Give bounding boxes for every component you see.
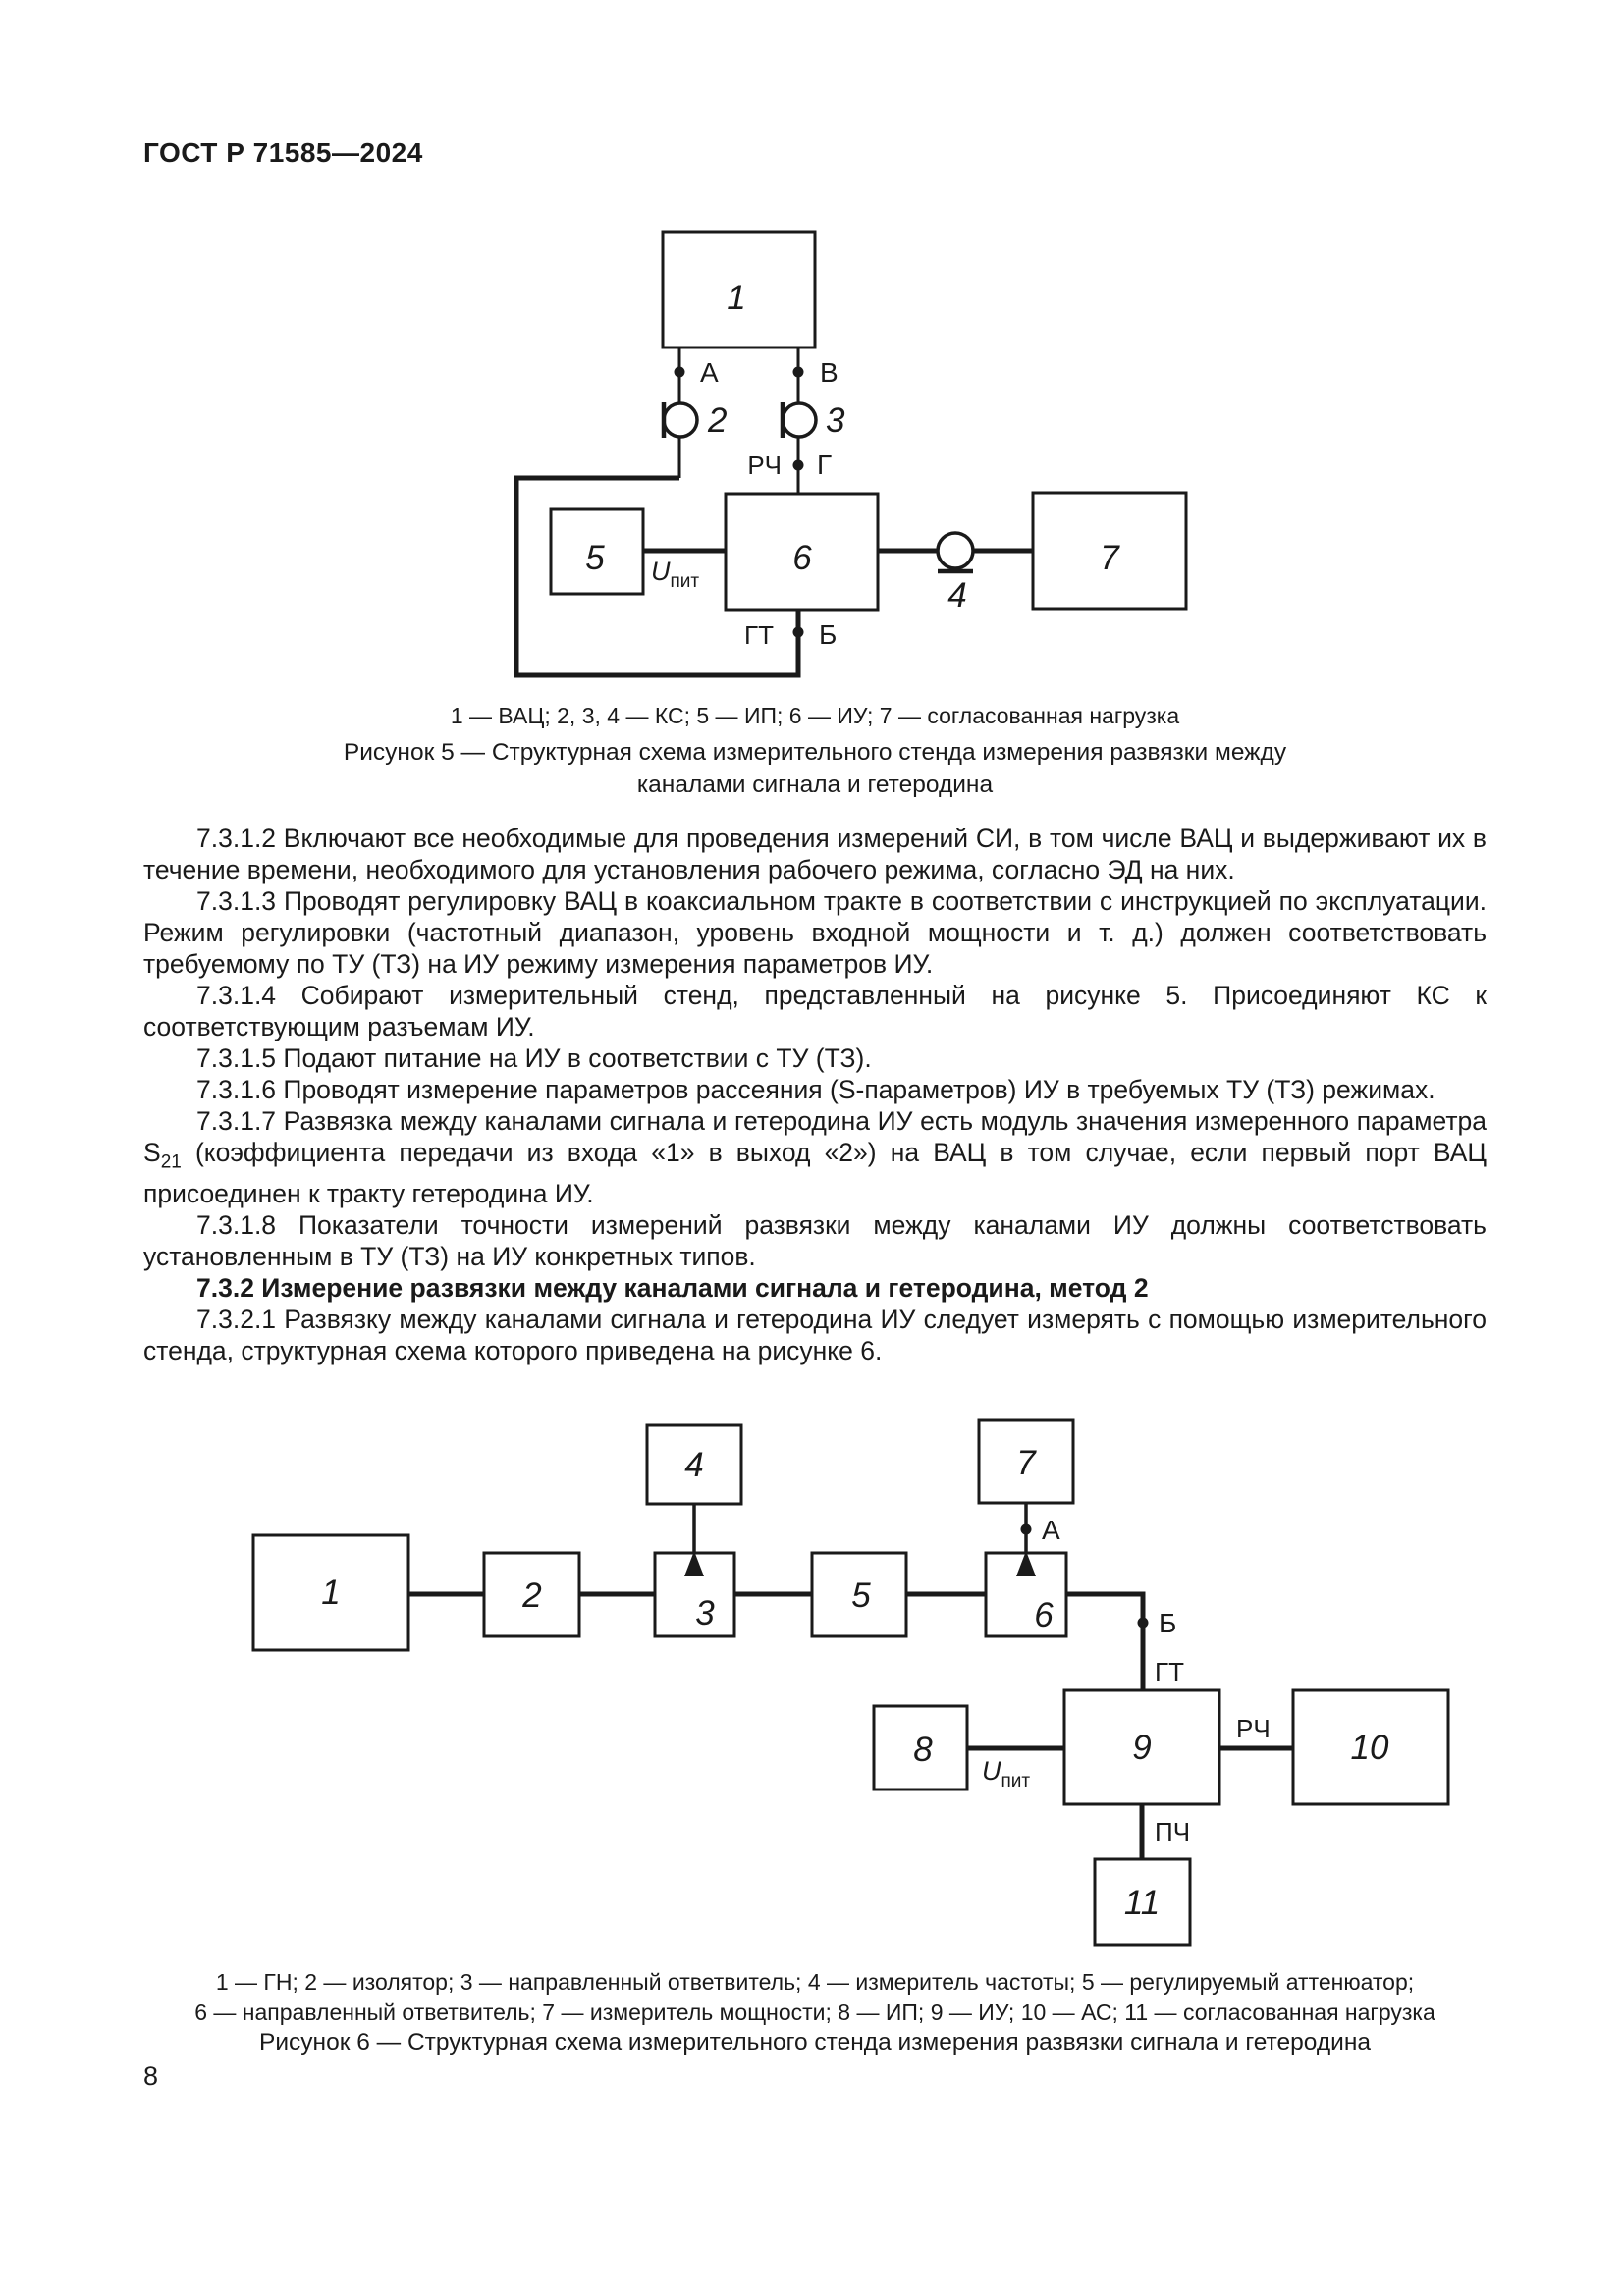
figure6-caption: Рисунок 6 — Структурная схема измерительного стенда измерения развязки сигнала и гетеродина xyxy=(259,2029,1371,2056)
paragraph-7317-text2: (коэффициента передачи из входа «1» в выход «2») на ВАЦ в том случае, если первый порт ВАЦ присоединен к тракту гетеродина ИУ. xyxy=(143,1138,1487,1209)
figure6-legend-line2: 6 — направленный ответвитель; 7 — измеритель мощности; 8 — ИП; 9 — ИУ; 10 — АС; 11 — согласованная нагрузка xyxy=(194,2000,1435,2025)
paragraph-7317-text: 7.3.1.7 Развязка между каналами сигнала и гетеродина ИУ есть модуль значения измеренного параметра S xyxy=(143,1106,1487,1167)
fig6-label-6: 6 xyxy=(1034,1596,1054,1634)
fig5-label-1: 1 xyxy=(727,279,746,317)
fig5-upit-label: Uпит xyxy=(651,557,700,592)
fig6-dot-b xyxy=(1138,1618,1149,1629)
fig6-label-5: 5 xyxy=(851,1576,871,1615)
figure6-legend xyxy=(143,1967,1487,2028)
heading-732: 7.3.2 Измерение развязки между каналами сигнала и гетеродина, метод 2 xyxy=(196,1273,1149,1304)
paragraph-7314: 7.3.1.4 Собирают измерительный стенд, представленный на рисунке 5. Присоединяют КС к соответствующим разъемам ИУ. xyxy=(143,981,1487,1041)
figure5-caption-line1: Рисунок 5 — Структурная схема измерительного стенда измерения развязки между xyxy=(343,739,1287,766)
paragraph-7321: 7.3.2.1 Развязку между каналами сигнала и гетеродина ИУ следует измерять с помощью измерительного стенда, структурная схема которого приведена на рисунке 6. xyxy=(143,1305,1487,1366)
fig6-label-7: 7 xyxy=(1016,1444,1036,1482)
fig5-label-2: 2 xyxy=(708,401,728,440)
fig5-dot-v xyxy=(793,367,804,378)
figure5-legend: 1 — ВАЦ; 2, 3, 4 — КС; 5 — ИП; 6 — ИУ; 7 — согласованная нагрузка xyxy=(450,703,1180,728)
s21-subscript: 21 xyxy=(160,1151,182,1173)
fig5-label-3: 3 xyxy=(826,401,845,440)
body-text xyxy=(143,823,1487,1366)
fig6-dot-a xyxy=(1021,1524,1032,1535)
fig5-connector-2-icon xyxy=(664,403,697,437)
fig5-port-lo-label: ГТ xyxy=(744,620,774,650)
fig5-port-v-label: В xyxy=(820,357,839,388)
page-header: ГОСТ Р 71585—2024 xyxy=(143,137,423,168)
fig5-connector-4-icon xyxy=(938,533,973,568)
paragraph-7312: 7.3.1.2 Включают все необходимые для проведения измерений СИ, в том числе ВАЦ и выдерживают их в течение времени, необходимого для установления рабочего режима, согласно ЭД на них. xyxy=(143,824,1487,884)
fig6-line-6-9 xyxy=(1066,1594,1143,1690)
fig6-label-4: 4 xyxy=(684,1446,704,1484)
fig5-port-g-label: Г xyxy=(817,450,833,480)
fig5-connector-3-icon xyxy=(783,403,816,437)
fig5-dot-b xyxy=(793,627,804,638)
fig5-dot-g xyxy=(793,460,804,471)
fig5-port-rf-label: РЧ xyxy=(747,451,782,480)
fig5-label-5: 5 xyxy=(585,539,605,577)
fig5-label-7: 7 xyxy=(1100,539,1119,577)
fig6-label-3: 3 xyxy=(695,1594,715,1632)
fig5-label-6: 6 xyxy=(792,539,812,577)
fig5-port-a-label: А xyxy=(700,357,719,388)
paragraph-7318: 7.3.1.8 Показатели точности измерений развязки между каналами ИУ должны соответствовать установленным в ТУ (ТЗ) на ИУ конкретных типов. xyxy=(143,1210,1487,1272)
figure5-diagram xyxy=(491,224,1218,685)
fig6-label-9: 9 xyxy=(1132,1729,1152,1767)
fig5-dot-a xyxy=(675,367,685,378)
fig6-port-a-label: А xyxy=(1042,1515,1060,1545)
figure6-diagram xyxy=(196,1414,1473,1963)
page-number: 8 xyxy=(143,2061,159,2091)
fig6-port-lo-label: ГТ xyxy=(1155,1657,1184,1686)
fig5-port-b-label: Б xyxy=(819,619,838,650)
fig6-port-if-label: ПЧ xyxy=(1155,1817,1191,1846)
paragraph-7317 xyxy=(143,1105,1487,1209)
figure5-caption xyxy=(143,736,1487,801)
fig6-label-1: 1 xyxy=(321,1574,341,1612)
fig6-upit-label: Uпит xyxy=(982,1756,1031,1791)
fig5-label-4: 4 xyxy=(947,576,967,614)
figure5-caption-line2: каналами сигнала и гетеродина xyxy=(636,772,994,798)
fig6-label-2: 2 xyxy=(522,1576,542,1615)
fig6-port-b-label: Б xyxy=(1159,1608,1177,1638)
fig6-label-8: 8 xyxy=(913,1731,933,1769)
paragraph-7316: 7.3.1.6 Проводят измерение параметров рассеяния (S-параметров) ИУ в требуемых ТУ (ТЗ) режимах. xyxy=(196,1075,1435,1104)
paragraph-7315: 7.3.1.5 Подают питание на ИУ в соответствии с ТУ (ТЗ). xyxy=(196,1043,872,1073)
fig6-label-10: 10 xyxy=(1350,1729,1389,1767)
figure6-legend-line1: 1 — ГН; 2 — изолятор; 3 — направленный ответвитель; 4 — измеритель частоты; 5 — регулируемый аттенюатор; xyxy=(215,1969,1415,1995)
fig6-label-11: 11 xyxy=(1123,1884,1161,1922)
fig6-port-rf-label: РЧ xyxy=(1236,1714,1271,1743)
paragraph-7313: 7.3.1.3 Проводят регулировку ВАЦ в коаксиальном тракте в соответствии с инструкцией по эксплуатации. Режим регулировки (частотный диапазон, уровень входной мощности и т. д.) должен соответствовать требуемому по ТУ (ТЗ) на ИУ режиму измерения параметров ИУ. xyxy=(143,886,1487,979)
